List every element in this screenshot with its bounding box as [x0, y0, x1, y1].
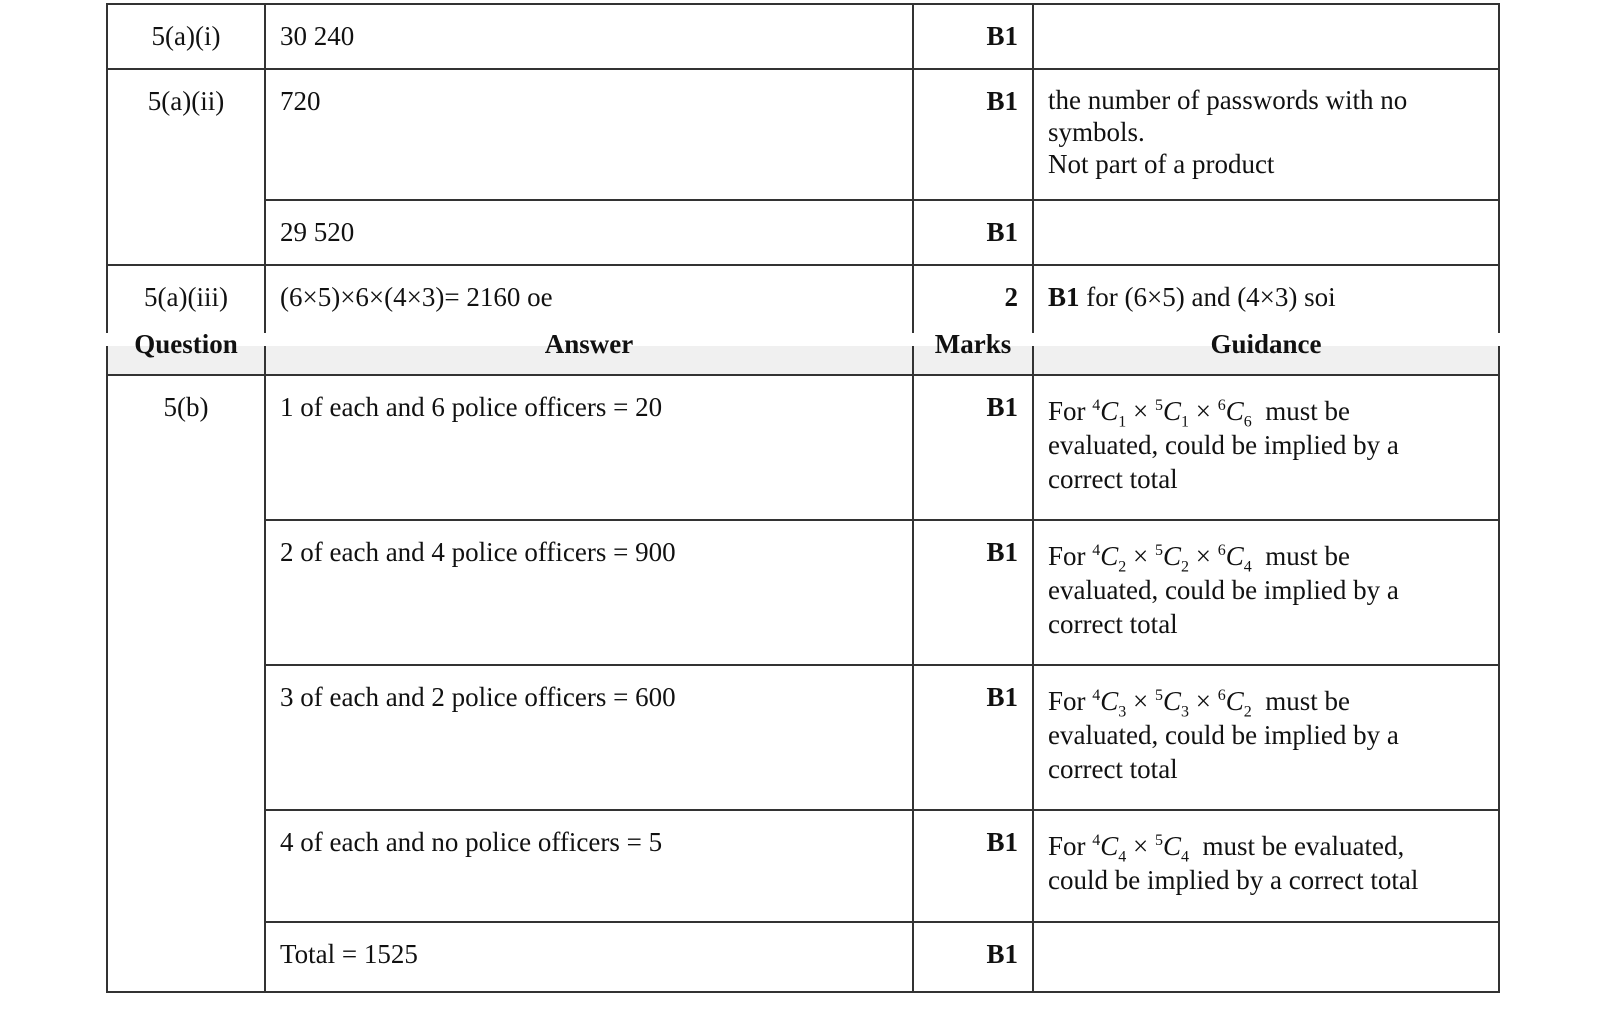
marks-cell: 2 — [913, 265, 1033, 345]
page-break-gap — [0, 333, 1600, 346]
table-row — [107, 4, 1499, 69]
guidance-cell — [1033, 922, 1499, 992]
header-question: Question — [107, 346, 265, 375]
guidance-cell: For $^4C_1 \times ^5C_1 \times ^6C_6$ must be evaluated, could be implied by a correct total — [1033, 375, 1499, 520]
answer-cell: 30 240 — [265, 4, 913, 69]
answer-cell: 29 520 — [265, 200, 913, 265]
guidance-cell — [1033, 200, 1499, 265]
guidance-line: Not part of a product — [1048, 149, 1275, 179]
table-row — [107, 810, 1499, 922]
answer-cell: 720 — [265, 69, 913, 200]
question-cell: 5(b) — [107, 375, 265, 992]
marks-cell: B1 — [913, 375, 1033, 520]
guidance-line: the number of passwords with no — [1048, 85, 1408, 115]
question-cell: 5(a)(iii) — [107, 265, 265, 345]
table-row — [107, 665, 1499, 810]
header-answer: Answer — [265, 346, 913, 375]
table-row — [107, 520, 1499, 665]
question-cell: 5(a)(i) — [107, 4, 265, 69]
table-row — [107, 200, 1499, 265]
guidance-cell: For $^4C_2 \times ^5C_2 \times ^6C_4$ must be evaluated, could be implied by a correct total — [1033, 520, 1499, 665]
answer-cell: 4 of each and no police officers = 5 — [265, 810, 913, 922]
marks-cell: B1 — [913, 810, 1033, 922]
guidance-cell: For $^4C_4 \times ^5C_4$ must be evaluated, could be implied by a correct total — [1033, 810, 1499, 922]
marks-cell: B1 — [913, 922, 1033, 992]
marks-cell: B1 — [913, 665, 1033, 810]
header-guidance: Guidance — [1033, 346, 1499, 375]
marks-cell: B1 — [913, 4, 1033, 69]
question-cell: 5(a)(ii) — [107, 69, 265, 265]
marks-cell: B1 — [913, 69, 1033, 200]
guidance-cell — [1033, 69, 1499, 200]
answer-cell: (6×5)×6×(4×3)= 2160 oe — [265, 265, 913, 345]
guidance-line: symbols. — [1048, 117, 1145, 147]
guidance-mark-code: B1 — [1048, 282, 1080, 312]
table-row — [107, 375, 1499, 520]
answer-cell: Total = 1525 — [265, 922, 913, 992]
table-header-row — [107, 346, 1499, 375]
header-marks: Marks — [913, 346, 1033, 375]
marks-cell: B1 — [913, 200, 1033, 265]
answer-cell: 3 of each and 2 police officers = 600 — [265, 665, 913, 810]
answer-cell: 2 of each and 4 police officers = 900 — [265, 520, 913, 665]
mark-scheme-table-part-a — [106, 3, 1500, 346]
guidance-text: for (6×5) and (4×3) soi — [1079, 282, 1336, 312]
guidance-cell — [1033, 4, 1499, 69]
table-row — [107, 922, 1499, 992]
answer-cell: 1 of each and 6 police officers = 20 — [265, 375, 913, 520]
mark-scheme-table-part-b — [106, 329, 1500, 993]
guidance-cell: For $^4C_3 \times ^5C_3 \times ^6C_2$ must be evaluated, could be implied by a correct total — [1033, 665, 1499, 810]
marks-cell: B1 — [913, 520, 1033, 665]
table-row — [107, 69, 1499, 200]
